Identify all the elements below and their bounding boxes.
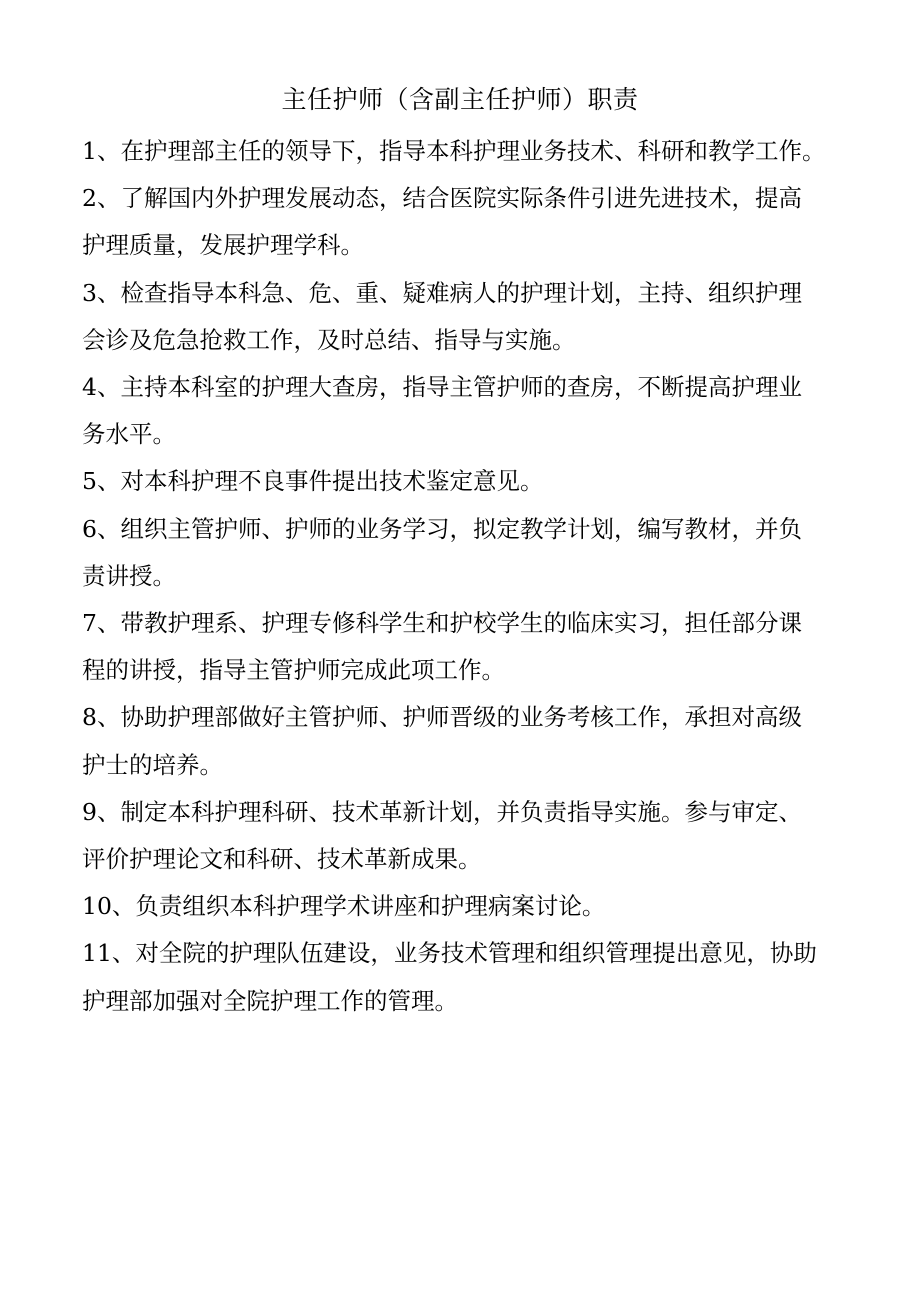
duty-text-line: 评价护理论文和科研、技术革新成果。 (82, 845, 482, 874)
duty-text-line: 4、主持本科室的护理大查房，指导主管护师的查房，不断提高护理业 (82, 373, 802, 402)
duty-text-line: 5、对本科护理不良事件提出技术鉴定意见。 (82, 467, 544, 496)
duty-item (82, 600, 872, 694)
duty-item (82, 930, 872, 1024)
duty-text-line: 7、带教护理系、护理专修科学生和护校学生的临床实习，担任部分课 (82, 609, 802, 638)
duty-item (82, 175, 872, 269)
duty-text-line: 10、负责组织本科护理学术讲座和护理病案讨论。 (82, 892, 606, 921)
duty-item (82, 458, 872, 505)
document-title: 主任护师（含副主任护师）职责 (281, 85, 639, 114)
duty-text-line: 会诊及危急抢救工作，及时总结、指导与实施。 (82, 325, 576, 354)
duty-item (82, 270, 872, 364)
duty-text-line: 责讲授。 (82, 561, 176, 590)
duty-item (82, 506, 872, 600)
duty-text-line: 程的讲授，指导主管护师完成此项工作。 (82, 656, 505, 685)
duty-item (82, 883, 872, 930)
duty-item (82, 364, 872, 458)
duty-text-line: 1、在护理部主任的领导下，指导本科护理业务技术、科研和教学工作。 (82, 137, 826, 165)
duty-text-line: 8、协助护理部做好主管护师、护师晋级的业务考核工作，承担对高级 (82, 703, 802, 732)
duty-item (82, 128, 872, 175)
duty-text-line: 9、制定本科护理科研、技术革新计划，并负责指导实施。参与审定、 (82, 797, 802, 826)
duty-text-line: 护理质量，发展护理学科。 (82, 231, 364, 260)
duty-list (82, 128, 872, 1025)
duty-item (82, 789, 872, 883)
duty-text-line: 护理部加强对全院护理工作的管理。 (82, 986, 458, 1015)
duty-text-line: 6、组织主管护师、护师的业务学习，拟定教学计划，编写教材，并负 (82, 514, 802, 543)
duty-text-line: 护士的培养。 (82, 750, 223, 779)
duty-text-line: 务水平。 (82, 420, 176, 449)
duty-text-line: 11、对全院的护理队伍建设，业务技术管理和组织管理提出意见，协助 (82, 939, 817, 968)
duty-item (82, 694, 872, 788)
duty-text-line: 2、了解国内外护理发展动态，结合医院实际条件引进先进技术，提高 (82, 184, 802, 213)
duty-text-line: 3、检查指导本科急、危、重、疑难病人的护理计划，主持、组织护理 (82, 278, 802, 307)
